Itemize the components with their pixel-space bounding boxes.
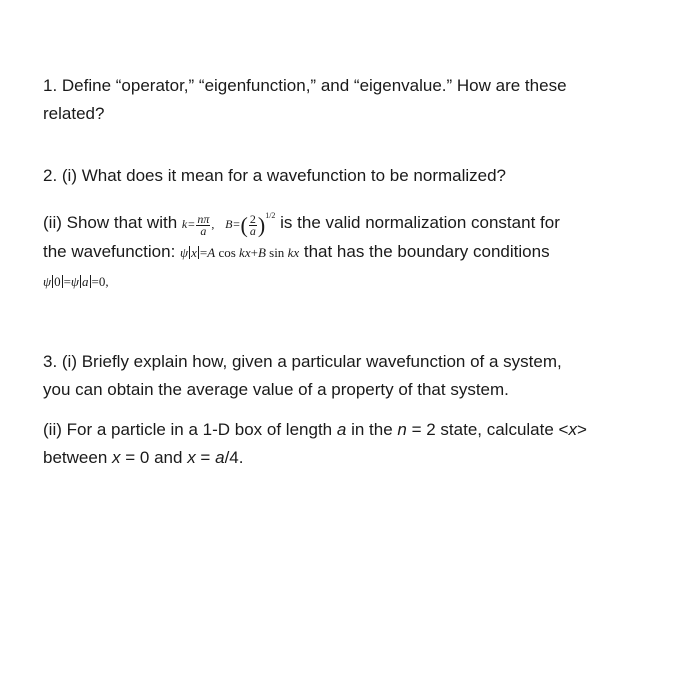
k-fraction	[196, 211, 210, 238]
boundary-equation	[43, 274, 109, 289]
bc-psi-2: ψ	[70, 274, 79, 289]
b-denominator: a	[249, 223, 256, 238]
q2-boundary-text: that has the boundary conditions	[303, 242, 550, 261]
q3-var-x2: x	[187, 448, 196, 467]
q3-part-i-line-2: you can obtain the average value of a property of that system.	[43, 380, 509, 399]
bc-equals-2: =	[91, 274, 99, 289]
b-equation	[225, 211, 276, 238]
question-1	[43, 72, 663, 128]
homework-page	[43, 72, 663, 472]
wavefunction-equation	[180, 245, 299, 260]
question-2	[43, 162, 663, 296]
q2-ii-suffix: is the valid normalization constant for	[280, 213, 560, 232]
wf-x: x	[191, 245, 197, 260]
q3-var-x: x	[568, 420, 577, 439]
q3-ii-text-d: >	[576, 420, 587, 439]
b-exponent: 1/2	[265, 211, 276, 220]
psi-symbol: ψ	[180, 245, 189, 260]
q3-part-i-line-1: 3. (i) Briefly explain how, given a particular wavefunction of a system,	[43, 352, 562, 371]
wf-plus: +	[250, 245, 258, 260]
wf-cos: cos	[218, 245, 236, 260]
b-fraction	[249, 211, 257, 238]
q2-part-ii-line-1	[43, 202, 663, 238]
q3-var-n: n	[397, 420, 407, 439]
q3-ii-text-c: = 2 state, calculate <	[411, 420, 569, 439]
b-paren-left: (	[240, 212, 248, 238]
bc-a: a	[82, 274, 89, 289]
q3-var-a: a	[336, 420, 347, 439]
q3-var-x1: x	[112, 448, 121, 467]
wf-B: B	[257, 245, 266, 260]
k-equation	[181, 211, 215, 238]
bc-equals-1: =	[63, 274, 71, 289]
q3-part-ii-line-2	[43, 444, 663, 472]
wf-A: A	[207, 245, 216, 260]
k-denominator: a	[200, 223, 207, 238]
bc-psi-1: ψ	[43, 274, 52, 289]
q3-equals: =	[200, 448, 211, 467]
k-comma: ,	[211, 217, 215, 231]
k-numerator: nπ	[197, 211, 210, 226]
k-lhs: k=	[181, 217, 196, 231]
b-paren-right: )	[257, 212, 266, 238]
b-lhs: B=	[225, 217, 241, 231]
q3-between: between	[43, 448, 108, 467]
wf-sin: sin	[269, 245, 285, 260]
q1-line-2: related?	[43, 104, 105, 123]
question-3	[43, 348, 663, 472]
q3-eq-zero-and: = 0 and	[125, 448, 183, 467]
bc-end: 0,	[98, 274, 109, 289]
q1-line-1: 1. Define “operator,” “eigenfunction,” and “eigenvalue.” How are these	[43, 76, 567, 95]
q2-ii-prefix: (ii) Show that with	[43, 213, 178, 232]
b-numerator: 2	[249, 211, 256, 226]
q3-ii-text-b: in the	[351, 420, 393, 439]
q3-ii-text-a: (ii) For a particle in a 1-D box of length	[43, 420, 333, 439]
q2-wavefunction-label: the wavefunction:	[43, 242, 176, 261]
q2-part-i: 2. (i) What does it mean for a wavefunction to be normalized?	[43, 166, 507, 185]
wf-kx-1: kx	[239, 245, 251, 260]
q3-part-ii-line-1	[43, 416, 663, 444]
q3-var-a2: a	[215, 448, 225, 467]
q3-over-four: /4.	[224, 448, 244, 467]
wf-equals: =	[199, 245, 208, 260]
bc-zero: 0	[54, 274, 61, 289]
q2-part-ii-line-2	[43, 238, 663, 267]
wf-kx-2: kx	[287, 245, 300, 260]
q2-boundary-conditions	[43, 267, 663, 296]
